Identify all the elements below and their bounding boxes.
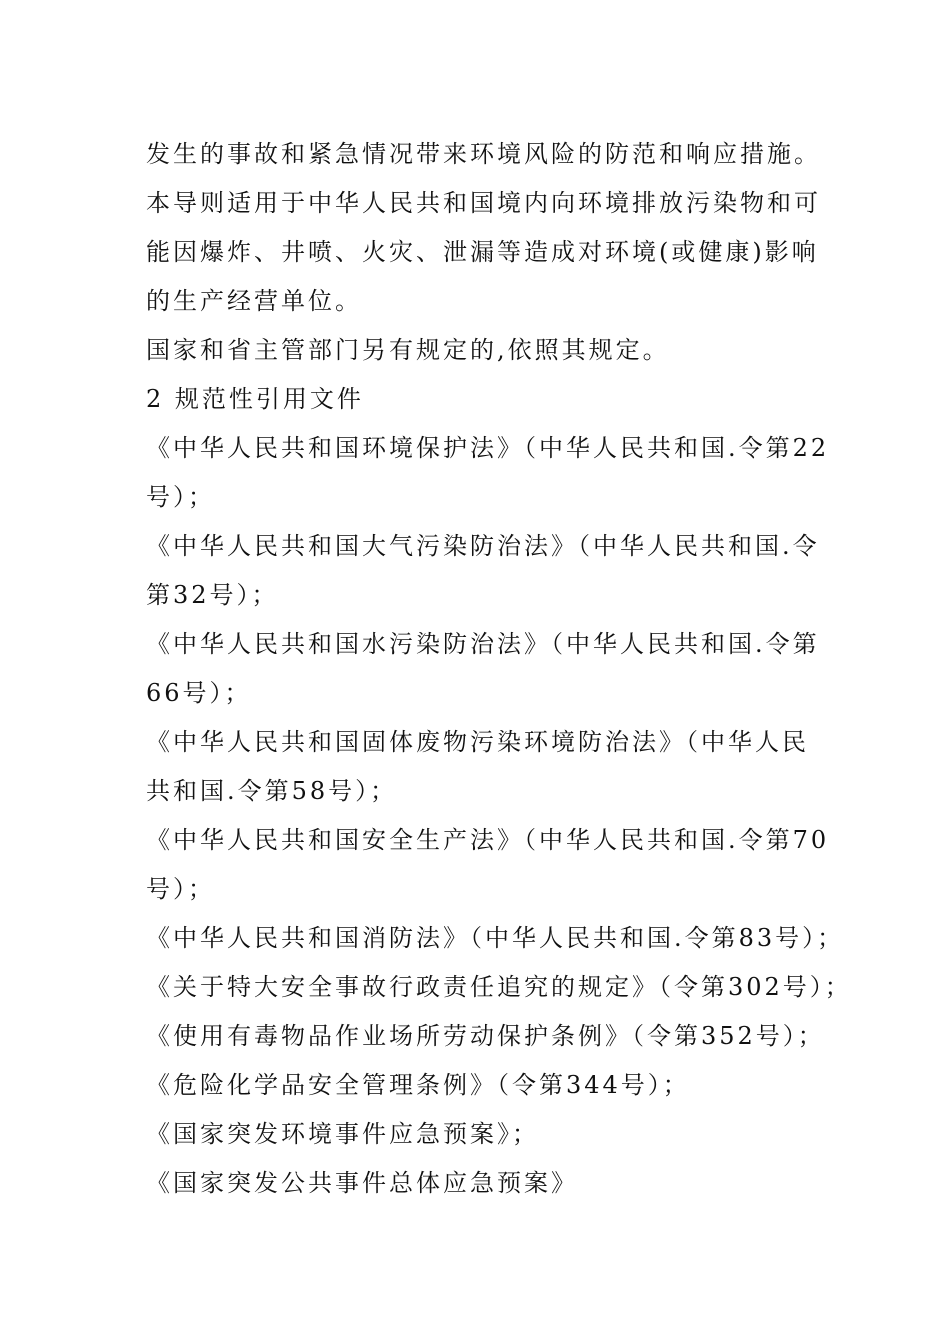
text-line: 国家和省主管部门另有规定的,依照其规定。 <box>146 336 670 364</box>
reference-line: 《中华人民共和国固体废物污染环境防治法》（中华人民 <box>146 728 809 756</box>
reference-line: 《中华人民共和国大气污染防治法》（中华人民共和国.令 <box>146 532 820 560</box>
section-heading: 2 规范性引用文件 <box>146 385 364 413</box>
reference-line: 《中华人民共和国水污染防治法》（中华人民共和国.令第 <box>146 630 820 658</box>
text-line: 发生的事故和紧急情况带来环境风险的防范和响应措施。 <box>146 140 821 168</box>
reference-line: 《危险化学品安全管理条例》（令第344号）； <box>146 1071 690 1099</box>
reference-line: 《中华人民共和国环境保护法》（中华人民共和国.令第22 <box>146 434 830 462</box>
reference-line: 66号）； <box>146 679 252 707</box>
text-line: 能因爆炸、井喷、火灾、泄漏等造成对环境(或健康)影响 <box>146 238 819 266</box>
reference-line: 《使用有毒物品作业场所劳动保护条例》（令第352号）； <box>146 1022 825 1050</box>
reference-line: 《关于特大安全事故行政责任追究的规定》（令第302号）； <box>146 973 852 1001</box>
text-line: 本导则适用于中华人民共和国境内向环境排放污染物和可 <box>146 189 821 217</box>
text-line: 的生产经营单位。 <box>146 287 362 315</box>
reference-line: 共和国.令第58号）； <box>146 777 398 805</box>
reference-line: 《国家突发公共事件总体应急预案》 <box>146 1169 578 1197</box>
reference-line: 《中华人民共和国消防法》（中华人民共和国.令第83号）； <box>146 924 845 952</box>
reference-line: 《中华人民共和国安全生产法》（中华人民共和国.令第70 <box>146 826 830 854</box>
reference-line: 号）； <box>146 483 215 511</box>
reference-line: 《国家突发环境事件应急预案》； <box>146 1120 539 1148</box>
document-body <box>146 130 852 1208</box>
reference-line: 第32号）； <box>146 581 279 609</box>
reference-line: 号）； <box>146 875 215 903</box>
